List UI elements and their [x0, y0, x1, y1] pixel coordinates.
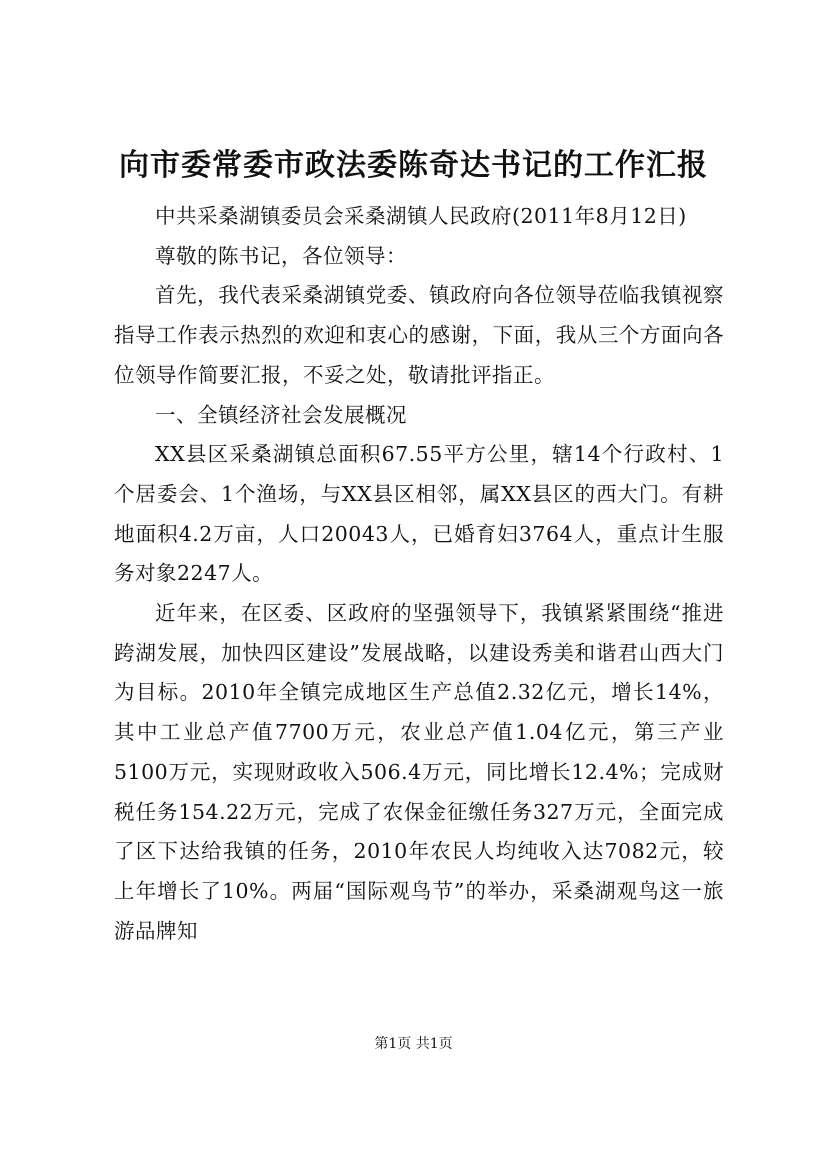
- paragraph-overview: XX县区采桑湖镇总面积67.55平方公里，辖14个行政村、1个居委会、1个渔场，与XX县区相邻，属XX县区的西大门。有耕地面积4.2万亩，人口20043人，已婚育妇3764人，重点计生服务对象2247人。: [114, 442, 724, 586]
- paragraph-achievements: 近年来，在区委、区政府的坚强领导下，我镇紧紧围绕“推进跨湖发展，加快四区建设”发展战略，以建设秀美和谐君山西大门为目标。2010年全镇完成地区生产总值2.32亿元，增长14%，其中工业总产值7700万元，农业总产值1.04亿元，第三产业5100万元，实现财政收入506.4万元，同比增长12.4%；完成财税任务154.22万元，完成了农保金征缴任务327万元，全面完成了区下达给我镇的任务，2010年农民人均纯收入达7082元，较上年增长了10%。两届“国际观鸟节”的举办，采桑湖观鸟这一旅游品牌知: [114, 601, 724, 943]
- section-heading: 一、全镇经济社会发展概况: [155, 402, 407, 427]
- document-title: 向市委常委市政法委陈奇达书记的工作汇报: [119, 148, 708, 183]
- paragraph-salutation: 尊敬的陈书记，各位领导：: [155, 243, 407, 268]
- paragraph-intro: 首先，我代表采桑湖镇党委、镇政府向各位领导莅临我镇视察指导工作表示热烈的欢迎和衷心的感谢，下面，我从三个方面向各位领导作简要汇报，不妥之处，敬请批评指正。: [114, 283, 724, 387]
- page-number-footer: 第1页 共1页: [374, 1036, 453, 1052]
- document-body: [114, 197, 724, 951]
- paragraph-header-org: 中共采桑湖镇委员会采桑湖镇人民政府(2011年8月12日): [155, 204, 687, 228]
